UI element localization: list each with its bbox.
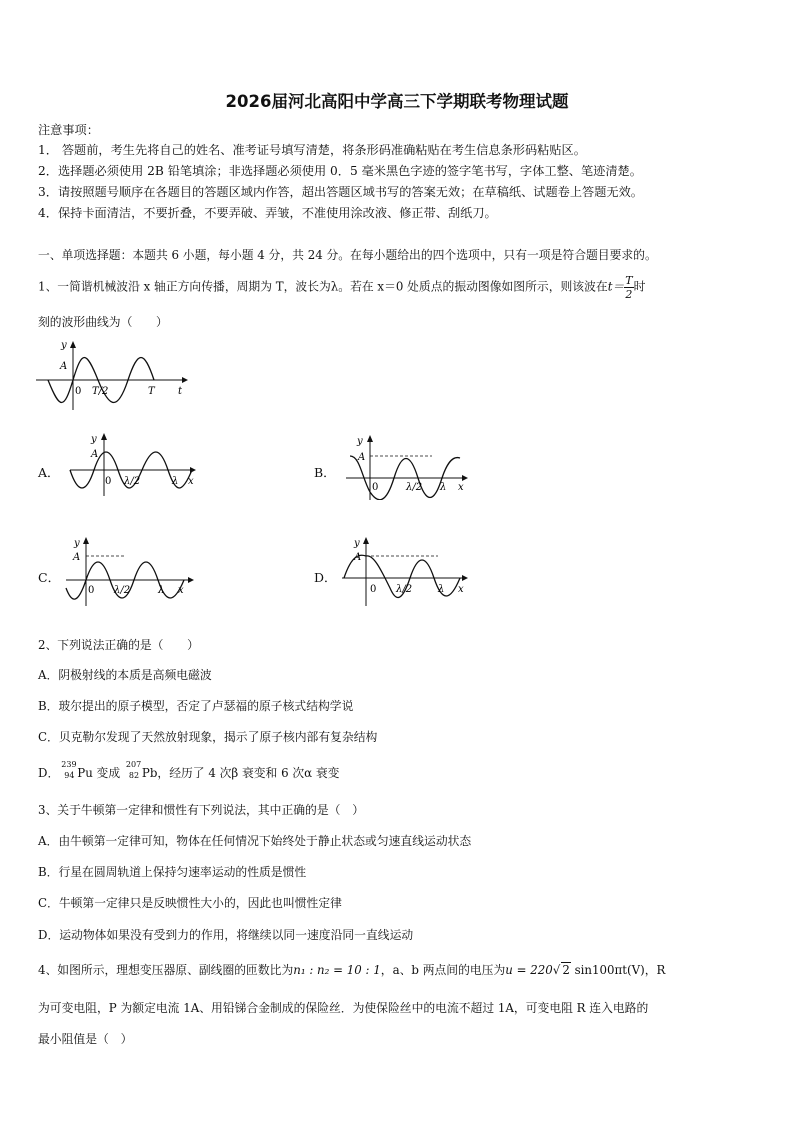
sqrt-argument: 2 — [562, 963, 570, 977]
voltage-equation-rest: sin100πt(V) — [570, 963, 645, 977]
t-axis-arrow — [182, 377, 188, 383]
x-axis-arrow — [462, 575, 468, 581]
origin-label: 0 — [370, 584, 377, 595]
option-d-connector: 变成 — [92, 766, 124, 780]
y-label: y — [357, 436, 363, 447]
half-wavelength-label: λ/2 — [406, 482, 423, 493]
time-equation: t＝ — [607, 279, 625, 294]
question-3-option-c[interactable]: C．牛顿第一定律只是反映惯性大小的，因此也叫惯性定律 — [38, 896, 342, 910]
time-fraction — [624, 274, 633, 301]
question-4-text: 4、如图所示，理想变压器原、副线圈的匝数比为 — [38, 963, 294, 977]
voltage-equation: u = 220 — [505, 963, 553, 977]
option-d-suffix: ，经历了 4 次β 衰变和 6 次α 衰变 — [157, 766, 340, 780]
option-d-graph[interactable] — [338, 532, 488, 608]
option-b-label[interactable]: B． — [314, 465, 336, 480]
x-axis-label: x — [458, 584, 464, 595]
question-3-option-a[interactable]: A．由牛顿第一定律可知，物体在任何情况下始终处于静止状态或匀速直线运动状态 — [38, 834, 472, 848]
t-axis-label: t — [178, 386, 183, 397]
notice-item: 2．选择题必须使用 2B 铅笔填涂；非选择题必须使用 0．5 毫米黑色字迹的签字笔书写，字体工整、笔迹清楚。 — [38, 164, 642, 178]
element-symbol: Pu — [77, 766, 93, 780]
page-title: 2026届河北高阳中学高三下学期联考物理试题 — [225, 92, 569, 111]
mass-number: 239 — [61, 760, 77, 769]
y-label: y — [74, 538, 80, 549]
half-period-label: T/2 — [92, 386, 109, 397]
notice-item: 3．请按照题号顺序在各题目的答题区域内作答，超出答题区域书写的答案无效；在草稿纸、试题卷上答题无效。 — [38, 185, 643, 199]
x-axis-arrow — [462, 475, 468, 481]
x-axis-label: x — [188, 476, 194, 487]
origin-label: 0 — [88, 585, 95, 596]
notice-item: 1． 答题前，考生先将自己的姓名、准考证号填写清楚，将条形码准确粘贴在考生信息条形码粘贴区。 — [38, 143, 586, 157]
question-4-text: ，R — [644, 963, 666, 977]
option-d-prefix: D． — [38, 766, 60, 780]
wavelength-label: λ — [438, 584, 445, 595]
question-4-line2: 为可变电阻，P 为额定电流 1A、用铅锑合金制成的保险丝．为使保险丝中的电流不超过 1A，可变电阻 R 连入电路的 — [38, 1001, 649, 1015]
amplitude-label: A — [358, 452, 366, 463]
origin-label: 0 — [105, 476, 112, 487]
y-axis-arrow — [363, 537, 369, 544]
y-label: y — [354, 538, 360, 549]
question-1-tail: 时 — [633, 279, 646, 294]
question-2-option-a[interactable]: A．阴极射线的本质是高频电磁波 — [38, 668, 212, 682]
wavelength-label: λ — [440, 482, 447, 493]
question-2-stem: 2、下列说法正确的是（ ） — [38, 638, 199, 652]
period-label: T — [148, 386, 155, 397]
origin-label: 0 — [75, 386, 82, 397]
amplitude-label: A — [60, 361, 68, 372]
question-4-stem: 4、如图所示，理想变压器原、副线圈的匝数比为n₁ : n₂ = 10 : 1，a、b 两点间的电压为u = 220√ 2 sin100πt(V)，R — [38, 963, 666, 977]
wavelength-label: λ — [158, 585, 165, 596]
notice-item: 4．保持卡面清洁，不要折叠，不要弄破、弄皱，不准使用涂改液、修正带、刮纸刀。 — [38, 206, 497, 220]
fraction-denominator: 2 — [625, 288, 633, 301]
question-2-option-d[interactable] — [38, 760, 340, 781]
y-axis-arrow — [83, 537, 89, 544]
plutonium-isotope — [59, 760, 77, 780]
x-axis-label: x — [458, 482, 464, 493]
fraction-numerator: T — [625, 274, 633, 287]
question-3-option-b[interactable]: B．行星在圆周轨道上保持匀速率运动的性质是惯性 — [38, 865, 307, 879]
x-axis-label: x — [178, 585, 184, 596]
amplitude-label: A — [73, 552, 81, 563]
question-3-stem: 3、关于牛顿第一定律和惯性有下列说法，其中正确的是（ ） — [38, 803, 365, 817]
mass-number: 207 — [125, 760, 142, 769]
y-axis-arrow — [70, 341, 76, 348]
amplitude-label: A — [91, 449, 99, 460]
notice-heading: 注意事项： — [38, 123, 99, 137]
turns-ratio: n₁ : n₂ = 10 : 1 — [293, 963, 381, 977]
element-symbol: Pb — [141, 766, 158, 780]
half-wavelength-label: λ/2 — [124, 476, 141, 487]
half-wavelength-label: λ/2 — [396, 584, 413, 595]
wavelength-label: λ — [172, 476, 179, 487]
lead-isotope — [124, 760, 142, 780]
vibration-graph — [36, 338, 196, 414]
question-2-option-c[interactable]: C．贝克勒尔发现了天然放射现象，揭示了原子核内部有复杂结构 — [38, 730, 378, 744]
option-a-graph[interactable] — [64, 430, 214, 500]
question-1-line2: 刻的波形曲线为（ ） — [38, 315, 168, 329]
option-d-label[interactable]: D． — [314, 570, 337, 585]
question-4-text: ，a、b 两点间的电压为 — [380, 963, 506, 977]
x-axis-arrow — [188, 577, 194, 583]
question-1-stem — [38, 274, 645, 301]
question-3-option-d[interactable]: D．运动物体如果没有受到力的作用，将继续以同一速度沿同一直线运动 — [38, 928, 414, 942]
atomic-number: 94 — [64, 771, 75, 780]
option-c-label[interactable]: C． — [38, 570, 61, 585]
y-axis-arrow — [367, 435, 373, 442]
section-heading: 一、单项选择题：本题共 6 小题，每小题 4 分，共 24 分。在每小题给出的四个选项中，只有一项是符合题目要求的。 — [38, 248, 657, 262]
amplitude-label: A — [354, 552, 362, 563]
option-a-label[interactable]: A． — [38, 465, 60, 480]
option-b-graph[interactable] — [340, 430, 490, 500]
y-axis-arrow — [101, 433, 107, 440]
y-label: y — [61, 340, 67, 351]
option-c-graph[interactable] — [64, 532, 214, 608]
half-wavelength-label: λ/2 — [114, 585, 131, 596]
question-1-text: 1、一简谐机械波沿 x 轴正方向传播，周期为 T，波长为λ。若在 x＝0 处质点的振动图像如图所示，则该波在 — [38, 279, 608, 294]
origin-label: 0 — [372, 482, 379, 493]
atomic-number: 82 — [128, 771, 140, 780]
question-4-line3: 最小阻值是（ ） — [38, 1032, 133, 1046]
question-2-option-b[interactable]: B．玻尔提出的原子模型，否定了卢瑟福的原子核式结构学说 — [38, 699, 354, 713]
y-label: y — [91, 434, 97, 445]
